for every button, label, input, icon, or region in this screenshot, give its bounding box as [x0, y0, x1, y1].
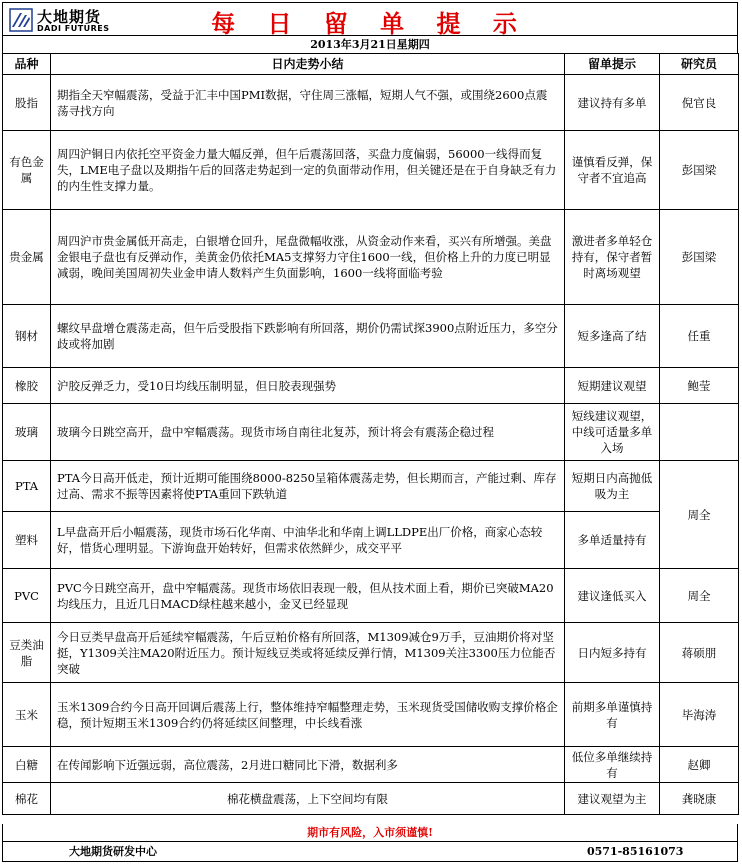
row-tip: 短期日内高抛低吸为主	[565, 461, 660, 512]
row-variety: 玻璃	[3, 404, 51, 461]
row-variety: 股指	[3, 75, 51, 131]
row-tip: 短期建议观望	[565, 368, 660, 404]
table-row	[3, 75, 739, 131]
report-header	[2, 2, 738, 36]
table-row	[3, 368, 739, 404]
column-header-researcher: 研究员	[660, 54, 739, 75]
row-researcher: 彭国梁	[660, 131, 739, 210]
row-variety: 橡胶	[3, 368, 51, 404]
row-variety: 玉米	[3, 683, 51, 747]
row-tip: 激进者多单轻仓持有，保守者暂时离场观望	[565, 210, 660, 305]
row-tip: 建议观望为主	[565, 783, 660, 815]
row-summary: 周四沪铜日内依托空平资金力量大幅反弹，但午后震荡回落，买盘力度偏弱，56000一线得而复失，LME电子盘以及期指午后的回落走势起到一定的负面带动作用，但关键还是在于自身缺乏有力的内生性支撑力量。	[51, 131, 565, 210]
row-summary: L早盘高开后小幅震荡，现货市场石化华南、中油华北和华南上调LLDPE出厂价格，商家心态较好，惜货心理明显。下游询盘开始转好，但需求依然鲜少，成交平平	[51, 512, 565, 569]
row-tip: 日内短多持有	[565, 623, 660, 683]
row-researcher: 赵卿	[660, 747, 739, 783]
row-summary: 螺纹早盘增仓震荡走高，但午后受股指下跌影响有所回落，期价仍需试探3900点附近压力，多空分歧或将加剧	[51, 305, 565, 368]
footer-phone: 0571-85161073	[587, 845, 684, 858]
table-row	[3, 461, 739, 512]
row-variety: 有色金属	[3, 131, 51, 210]
row-researcher: 周全	[660, 461, 739, 569]
row-variety: 钢材	[3, 305, 51, 368]
row-researcher: 龚晓康	[660, 783, 739, 815]
summary-table	[2, 53, 739, 815]
table-row	[3, 131, 739, 210]
brand-name-cn: 大地期货	[37, 8, 102, 26]
table-row	[3, 210, 739, 305]
row-researcher	[660, 404, 739, 461]
row-tip: 谨慎看反弹，保守者不宜追高	[565, 131, 660, 210]
row-tip: 短多逢高了结	[565, 305, 660, 368]
row-researcher: 任重	[660, 305, 739, 368]
table-row	[3, 747, 739, 783]
column-header-summary: 日内走势小结	[51, 54, 565, 75]
brand-name-en: DADI FUTURES	[37, 24, 110, 33]
row-tip: 建议持有多单	[565, 75, 660, 131]
column-header-variety: 品种	[3, 54, 51, 75]
table-row	[3, 569, 739, 623]
row-variety: PVC	[3, 569, 51, 623]
row-variety: 塑料	[3, 512, 51, 569]
row-summary: 周四沪市贵金属低开高走，白银增仓回升，尾盘微幅收涨，从资金动作来看，买兴有所增强。美盘金银电子盘也有反弹动作，美黄金仍依托MA5支撑努力守住1600一线，但价格上升的力度已明显减弱，晚间美国周初失业金申请人数料产生负面影响，1600一线将面临考验	[51, 210, 565, 305]
row-researcher: 周全	[660, 569, 739, 623]
risk-notice: 期市有风险，入市须谨慎!	[2, 824, 738, 842]
row-variety: 棉花	[3, 783, 51, 815]
row-tip: 建议逢低买入	[565, 569, 660, 623]
table-row	[3, 512, 739, 569]
row-variety: 贵金属	[3, 210, 51, 305]
page-title: 每 日 留 单 提 示	[211, 10, 529, 38]
row-tip: 前期多单谨慎持有	[565, 683, 660, 747]
row-summary: 棉花横盘震荡，上下空间均有限	[51, 783, 565, 815]
row-researcher: 彭国梁	[660, 210, 739, 305]
row-summary: 在传闻影响下近强远弱，高位震荡，2月进口糖同比下滑，数据利多	[51, 747, 565, 783]
footer	[2, 842, 738, 862]
row-summary: PVC今日跳空高开，盘中窄幅震荡。现货市场依旧表现一般，但从技术面上看，期价已突破MA20均线压力，且近几日MACD绿柱越来越小，金叉已经显现	[51, 569, 565, 623]
row-variety: 白糖	[3, 747, 51, 783]
table-row	[3, 404, 739, 461]
row-tip: 多单适量持有	[565, 512, 660, 569]
row-tip: 低位多单继续持有	[565, 747, 660, 783]
row-tip: 短线建议观望，中线可适量多单入场	[565, 404, 660, 461]
row-summary: PTA今日高开低走，预计近期可能围绕8000-8250呈箱体震荡走势，但长期而言，产能过剩、库存过高、需求不振等因素将使PTA重回下跌轨道	[51, 461, 565, 512]
row-variety: 豆类油脂	[3, 623, 51, 683]
row-researcher: 倪官良	[660, 75, 739, 131]
table-row	[3, 623, 739, 683]
table-row	[3, 783, 739, 815]
row-summary: 玉米1309合约今日高开回调后震荡上行，整体维持窄幅整理走势，玉米现货受国储收购支撑价格企稳，预计短期玉米1309合约仍将延续区间整理，中长线看涨	[51, 683, 565, 747]
report-date: 2013年3月21日星期四	[2, 36, 738, 53]
row-researcher: 蒋硕朋	[660, 623, 739, 683]
table-header-row	[3, 54, 739, 75]
row-summary: 今日豆类早盘高开后延续窄幅震荡，午后豆粕价格有所回落，M1309减仓9万手，豆油期价将对坚挺，Y1309关注MA20附近压力。预计短线豆类或将延续反弹行情，M1309关注3300压力位能否突破	[51, 623, 565, 683]
row-summary: 沪胶反弹乏力，受10日均线压制明显，但日胶表现强势	[51, 368, 565, 404]
table-row	[3, 305, 739, 368]
row-researcher: 鲍莹	[660, 368, 739, 404]
row-summary: 玻璃今日跳空高开，盘中窄幅震荡。现货市场自南往北复苏，预计将会有震荡企稳过程	[51, 404, 565, 461]
row-researcher: 毕海涛	[660, 683, 739, 747]
row-summary: 期指全天窄幅震荡，受益于汇丰中国PMI数据，守住周三涨幅，短期人气不强，或围绕2600点震荡寻找方向	[51, 75, 565, 131]
row-variety: PTA	[3, 461, 51, 512]
table-row	[3, 683, 739, 747]
footer-org: 大地期货研发中心	[69, 845, 157, 858]
column-header-tip: 留单提示	[565, 54, 660, 75]
